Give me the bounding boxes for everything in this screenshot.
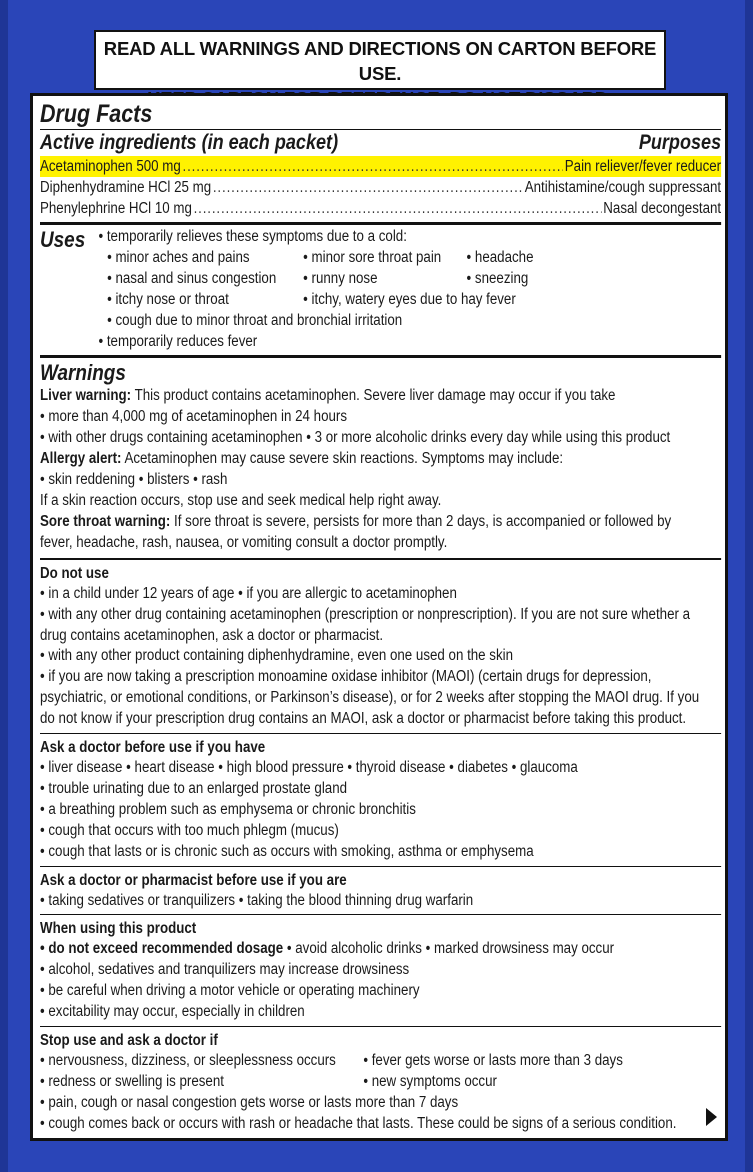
notice-line-1: READ ALL WARNINGS AND DIRECTIONS ON CARTON BEFORE USE. bbox=[103, 38, 657, 84]
ingredient-purpose: Nasal decongestant bbox=[603, 200, 722, 217]
stop-use-item: • new symptoms occur bbox=[363, 1073, 497, 1090]
uses-item: • temporarily reduces fever bbox=[98, 332, 258, 350]
ask-pharmacist-item: • taking sedatives or tranquilizers • taking the blood thinning drug warfarin bbox=[40, 891, 474, 909]
allergy-alert bbox=[40, 449, 721, 470]
ingredient-purpose: Antihistamine/cough suppressant bbox=[524, 179, 722, 196]
ingredient-name: Acetaminophen 500 mg bbox=[40, 158, 181, 175]
do-not-use-item: drug contains acetaminophen, ask a doctor or pharmacist. bbox=[40, 626, 384, 644]
ask-doctor-heading: Ask a doctor before use if you have bbox=[40, 739, 266, 757]
section-divider bbox=[40, 355, 721, 358]
uses-intro: • temporarily relieves these symptoms due to a cold: bbox=[98, 228, 407, 245]
symptom-item: • itchy nose or throat bbox=[107, 290, 229, 308]
section-divider bbox=[40, 733, 721, 734]
do-not-use-item: do not know if your prescription drug contains an MAOI, ask a doctor or pharmacist before taking this product. bbox=[40, 710, 687, 728]
active-ingredients-heading: Active ingredients (in each packet) bbox=[40, 131, 339, 154]
ask-doctor-item: • trouble urinating due to an enlarged prostate gland bbox=[40, 779, 348, 797]
do-not-use-item: • with any other drug containing acetaminophen (prescription or nonprescription). If you are not sure whether a bbox=[40, 605, 691, 623]
allergy-alert-label: Allergy alert: bbox=[40, 450, 122, 468]
drug-facts-title: Drug Facts bbox=[40, 100, 153, 128]
symptom-item: • headache bbox=[466, 248, 534, 266]
uses-heading: Uses bbox=[40, 227, 86, 252]
symptom-row bbox=[98, 290, 721, 311]
stop-use-section bbox=[40, 1030, 721, 1135]
do-not-use-item: • in a child under 12 years of age • if you are allergic to acetaminophen bbox=[40, 584, 457, 602]
drug-facts-panel bbox=[30, 93, 728, 1141]
liver-warning bbox=[40, 386, 721, 407]
ask-doctor-item: • cough that lasts or is chronic such as occurs with smoking, asthma or emphysema bbox=[40, 842, 534, 860]
purposes-heading: Purposes bbox=[638, 131, 722, 154]
when-using-item bbox=[40, 939, 721, 960]
liver-bullet: • with other drugs containing acetaminophen • 3 or more alcoholic drinks every day while using this product bbox=[40, 429, 671, 447]
ingredient-purpose: Pain reliever/fever reducer bbox=[564, 158, 722, 175]
ask-pharmacist-section bbox=[40, 870, 721, 912]
stop-use-item: • pain, cough or nasal congestion gets worse or lasts more than 7 days bbox=[40, 1093, 459, 1111]
warnings-heading: Warnings bbox=[40, 360, 126, 386]
section-divider bbox=[40, 914, 721, 915]
allergy-after: If a skin reaction occurs, stop use and seek medical help right away. bbox=[40, 491, 442, 509]
carton-notice bbox=[94, 30, 666, 90]
stop-use-item: • nervousness, dizziness, or sleeplessness occurs bbox=[40, 1052, 336, 1070]
section-divider bbox=[40, 866, 721, 867]
when-using-item: • excitability may occur, especially in children bbox=[40, 1003, 305, 1021]
ask-doctor-section bbox=[40, 737, 721, 863]
symptom-item: • minor aches and pains bbox=[107, 248, 250, 266]
sore-throat-text-2: fever, headache, rash, nausea, or vomiting consult a doctor promptly. bbox=[40, 533, 448, 551]
do-not-use-item: • if you are now taking a prescription monoamine oxidase inhibitor (MAOI) (certain drugs for depression, bbox=[40, 668, 652, 686]
carton-edge-left bbox=[0, 0, 8, 1172]
ingredient-row bbox=[40, 156, 721, 177]
active-ingredients-header bbox=[40, 129, 721, 156]
liver-warning-text: This product contains acetaminophen. Severe liver damage may occur if you take bbox=[131, 387, 616, 405]
symptom-item: • cough due to minor throat and bronchial irritation bbox=[107, 311, 403, 329]
sore-throat-warning bbox=[40, 512, 721, 533]
sore-throat-text: If sore throat is severe, persists for more than 2 days, is accompanied or followed by bbox=[170, 512, 672, 530]
ingredient-name: Diphenhydramine HCl 25 mg bbox=[40, 179, 212, 196]
leader-dots bbox=[183, 156, 564, 177]
dosage-warning: • do not exceed recommended dosage bbox=[40, 940, 284, 958]
stop-use-item: • cough comes back or occurs with rash or headache that lasts. These could be signs of a serious condition. bbox=[40, 1114, 677, 1132]
ask-pharmacist-heading: Ask a doctor or pharmacist before use if you are bbox=[40, 871, 347, 889]
stop-use-item: • fever gets worse or lasts more than 3 days bbox=[363, 1052, 623, 1070]
when-using-rest: • avoid alcoholic drinks • marked drowsiness may occur bbox=[283, 940, 615, 958]
ingredient-row bbox=[40, 177, 721, 198]
section-divider bbox=[40, 558, 721, 560]
when-using-section bbox=[40, 918, 721, 1023]
section-divider bbox=[40, 222, 721, 225]
carton-edge-right bbox=[745, 0, 753, 1172]
when-using-item: • be careful when driving a motor vehicle or operating machinery bbox=[40, 982, 420, 1000]
ingredient-name: Phenylephrine HCl 10 mg bbox=[40, 200, 192, 217]
warnings-section bbox=[40, 360, 721, 553]
ingredient-row bbox=[40, 198, 721, 219]
allergy-bullets: • skin reddening • blisters • rash bbox=[40, 471, 228, 489]
stop-use-heading: Stop use and ask a doctor if bbox=[40, 1032, 218, 1050]
when-using-item: • alcohol, sedatives and tranquilizers may increase drowsiness bbox=[40, 961, 410, 979]
symptom-item: • minor sore throat pain bbox=[303, 248, 442, 266]
symptom-item: • nasal and sinus congestion bbox=[107, 269, 277, 287]
symptom-grid bbox=[98, 248, 721, 290]
symptom-item: • itchy, watery eyes due to hay fever bbox=[303, 290, 516, 308]
leader-dots bbox=[213, 177, 523, 198]
ask-doctor-item: • a breathing problem such as emphysema or chronic bronchitis bbox=[40, 800, 416, 818]
section-divider bbox=[40, 1026, 721, 1027]
when-using-heading: When using this product bbox=[40, 920, 197, 938]
stop-use-row bbox=[40, 1072, 721, 1093]
stop-use-row bbox=[40, 1051, 721, 1072]
symptom-item: • sneezing bbox=[466, 269, 529, 287]
leader-dots bbox=[194, 198, 602, 219]
ask-doctor-item: • liver disease • heart disease • high blood pressure • thyroid disease • diabetes • glaucoma bbox=[40, 759, 578, 777]
uses-section bbox=[40, 227, 721, 352]
do-not-use-item: • with any other product containing diphenhydramine, even one used on the skin bbox=[40, 647, 514, 665]
stop-use-item: • redness or swelling is present bbox=[40, 1073, 224, 1090]
do-not-use-section bbox=[40, 563, 721, 730]
do-not-use-item: psychiatric, or emotional conditions, or Parkinson’s disease), or for 2 weeks after stopping the MAOI drug. If you bbox=[40, 689, 700, 707]
liver-bullet: • more than 4,000 mg of acetaminophen in 24 hours bbox=[40, 408, 348, 426]
allergy-alert-text: Acetaminophen may cause severe skin reactions. Symptoms may include: bbox=[121, 450, 564, 468]
do-not-use-heading: Do not use bbox=[40, 564, 109, 582]
liver-warning-label: Liver warning: bbox=[40, 387, 132, 405]
sore-throat-label: Sore throat warning: bbox=[40, 512, 171, 530]
uses-list bbox=[98, 227, 721, 352]
triangle-right-icon bbox=[706, 1108, 717, 1126]
symptom-item: • runny nose bbox=[303, 269, 378, 287]
ask-doctor-item: • cough that occurs with too much phlegm (mucus) bbox=[40, 821, 339, 839]
